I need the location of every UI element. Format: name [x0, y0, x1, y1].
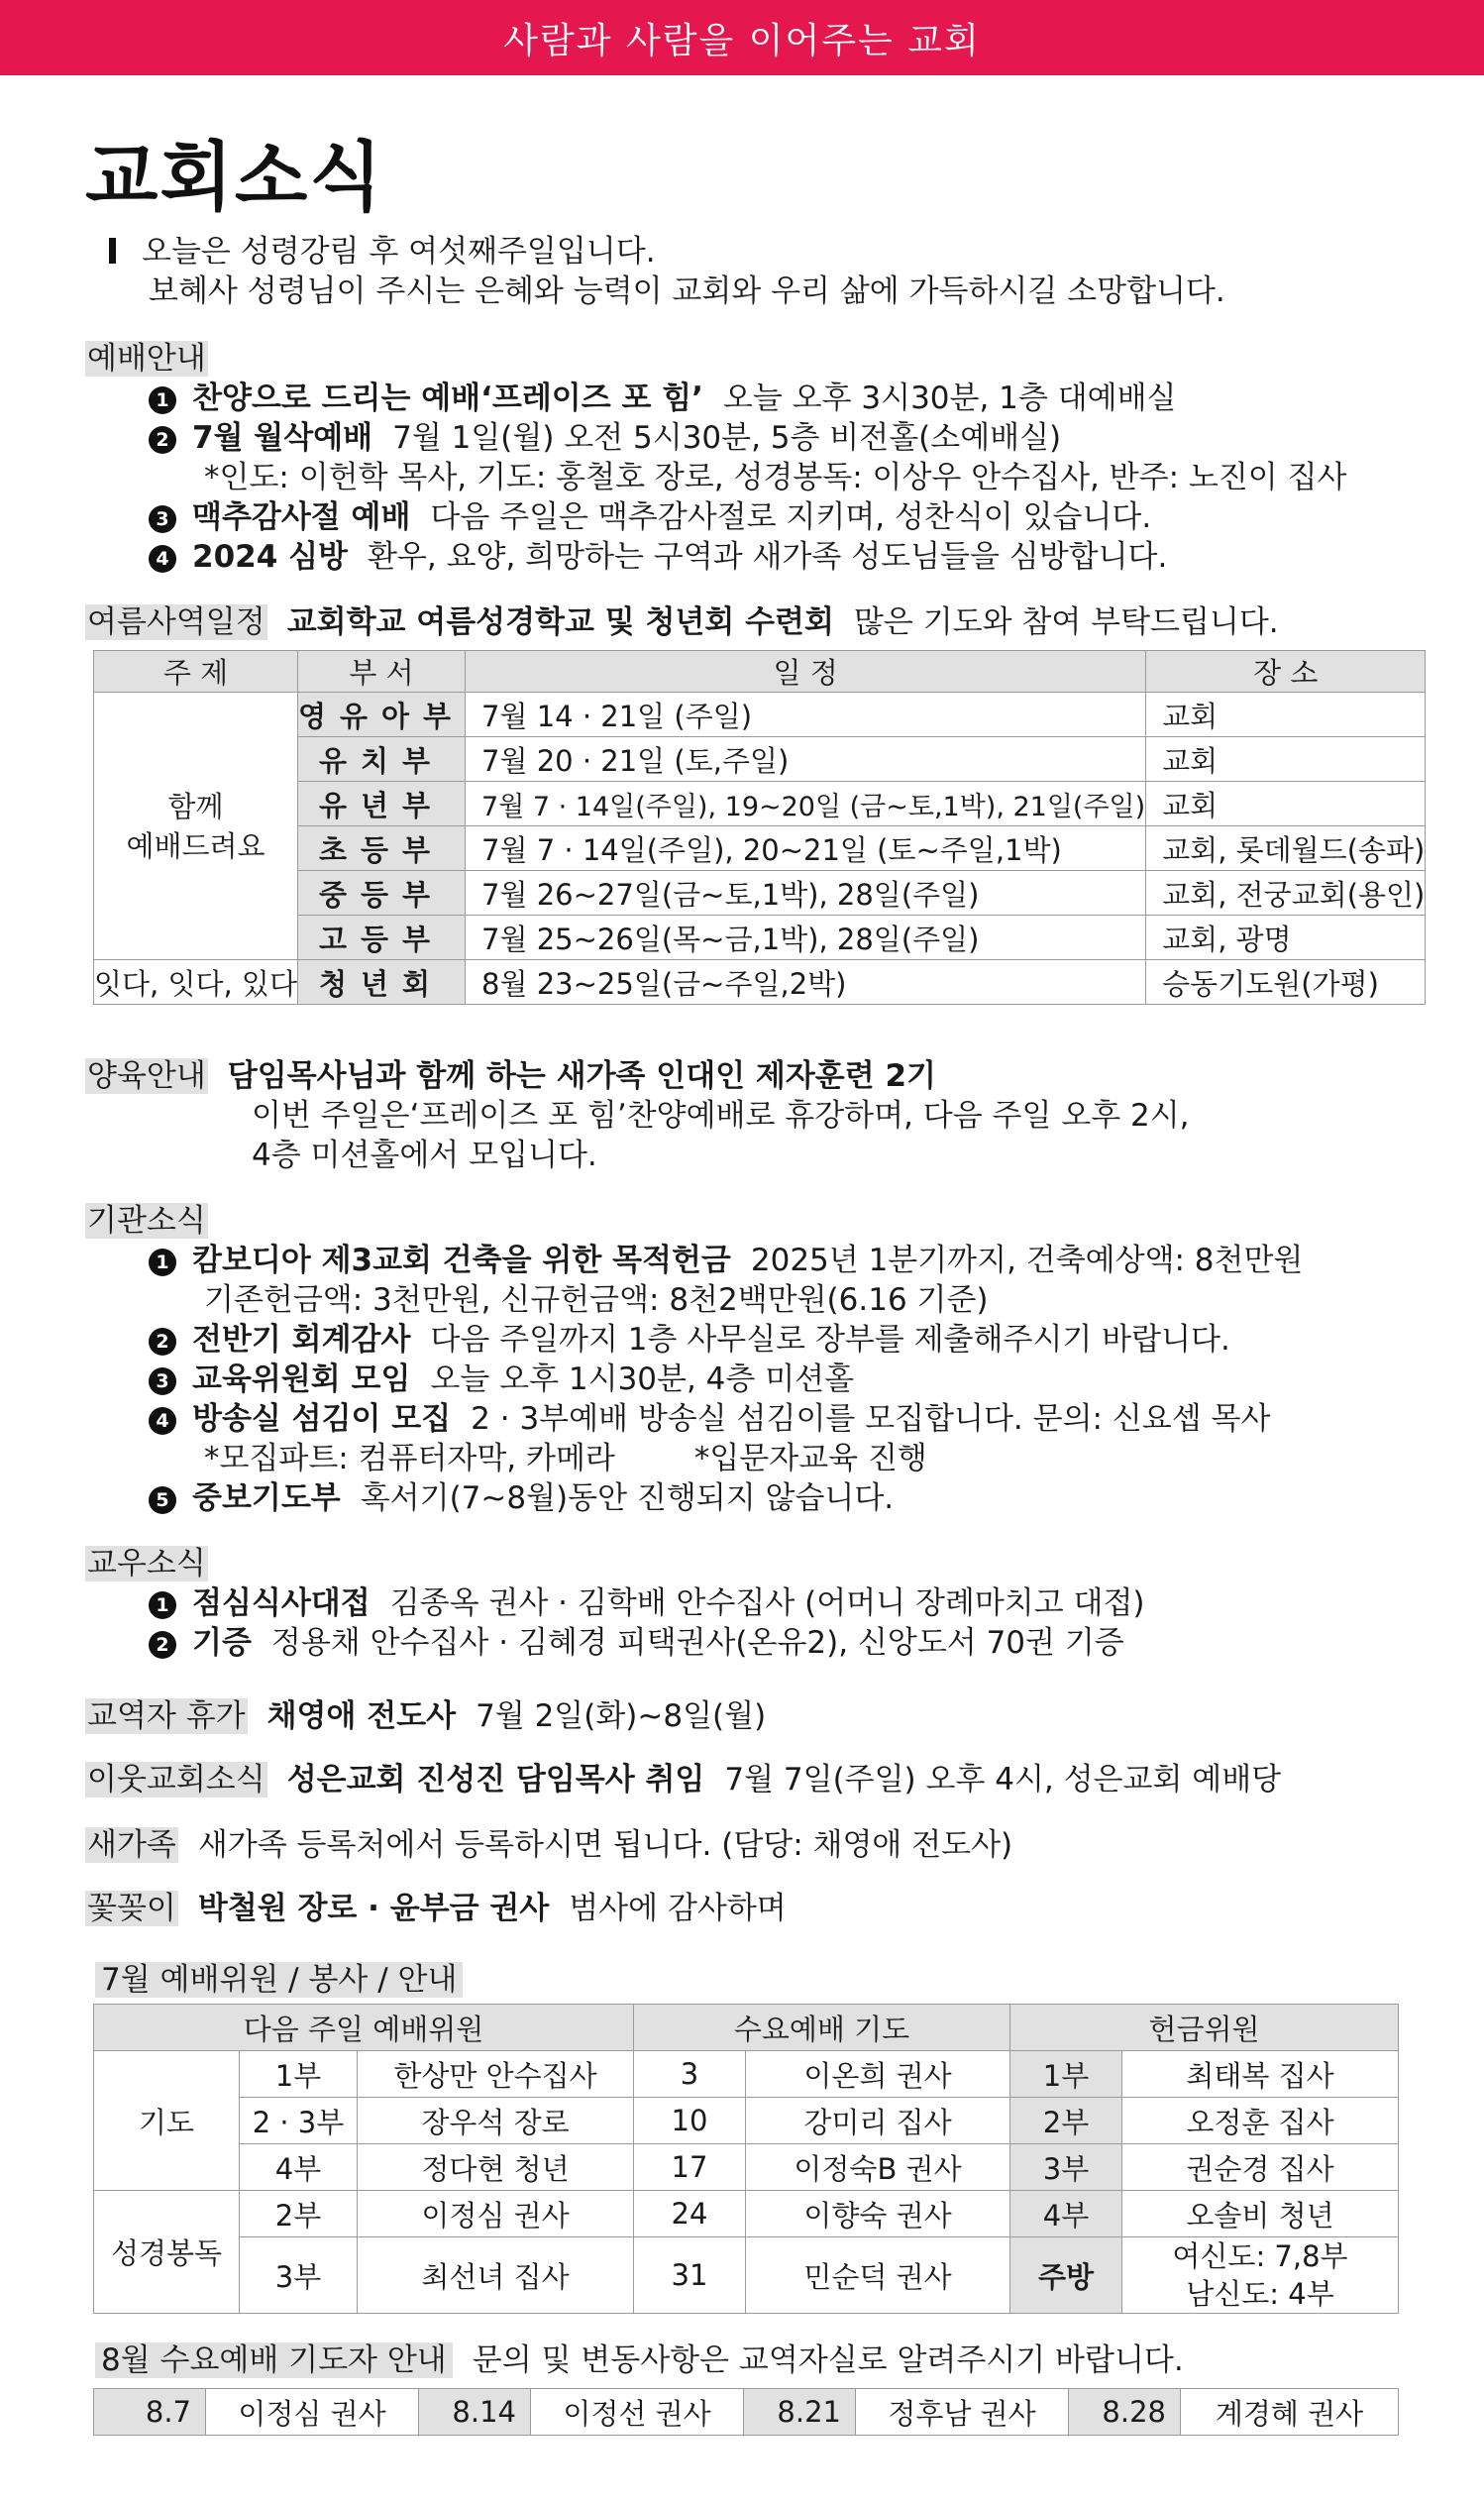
col-place: 장 소	[1146, 651, 1426, 693]
org-item-4-sub: *모집파트: 컴퓨터자막, 카메라 *입문자교육 진행	[204, 1441, 927, 1476]
training-title: 담임목사님과 함께 하는 새가족 인대인 제자훈련 2기	[227, 1058, 936, 1094]
members-section	[85, 1544, 1403, 1663]
summer-section	[85, 602, 1403, 642]
theme-cell: 함께 예배드려요	[94, 693, 298, 960]
worship-section	[85, 339, 1403, 577]
members-header: 교우소식	[87, 1546, 206, 1581]
summer-header: 여름사역일정	[87, 604, 265, 640]
number-5-icon: 5	[149, 1486, 176, 1514]
number-4-icon: 4	[149, 545, 176, 573]
org-item-2: 2 전반기 회계감사 다음 주일까지 1층 사무실로 장부를 제출해주시기 바랍니다.	[85, 1320, 1403, 1360]
org-item-3: 3 교육위원회 모임 오늘 오후 1시30분, 4층 미션홀	[85, 1360, 1403, 1399]
number-2-icon: 2	[149, 1631, 176, 1659]
table-row: 유년부 7월 7 · 14일(주일), 19~20일 (금~토,1박), 21일(주일) 교회	[94, 782, 1426, 826]
flowers-section: 꽃꽂이 박철원 장로 · 윤부금 권사 범사에 감사하며	[87, 1891, 787, 1926]
table-row: 4부 정다현 청년 17 이정숙B 권사 3부 권순경 집사	[94, 2144, 1399, 2191]
july-col-3: 헌금위원	[1010, 2005, 1399, 2051]
summer-table	[93, 650, 1426, 1005]
july-section-title: 7월 예배위원 / 봉사 / 안내	[95, 1960, 1413, 2000]
org-section	[85, 1201, 1403, 1518]
table-row: 함께 예배드려요 영유아부 7월 14 · 21일 (주일) 교회	[94, 693, 1426, 737]
table-row: 유치부 7월 20 · 21일 (토,주일) 교회	[94, 737, 1426, 782]
training-header: 양육안내	[87, 1058, 206, 1094]
training-section	[85, 1056, 1403, 1175]
col-theme: 주 제	[94, 651, 298, 693]
training-line-2: 4층 미션홀에서 모입니다.	[252, 1138, 597, 1173]
neighbor-section: 이웃교회소식 성은교회 진성진 담임목사 취임 7월 7일(주일) 오후 4시, 성은교회 예배당	[87, 1762, 1282, 1797]
org-item-4: 4 방송실 섬김이 모집 2 · 3부예배 방송실 섬김이를 모집합니다. 문의: 신요셉 목사	[85, 1399, 1403, 1439]
org-item-5: 5 중보기도부 혹서기(7~8월)동안 진행되지 않습니다.	[85, 1478, 1403, 1518]
page-title: 교회소식	[85, 133, 384, 221]
worship-item-4: 4 2024 심방 환우, 요양, 희망하는 구역과 새가족 성도님들을 심방합니다.	[85, 537, 1403, 577]
table-row: 기도 1부 한상만 안수집사 3 이온희 권사 1부 최태복 집사	[94, 2051, 1399, 2098]
training-line-1: 이번 주일은‘프레이즈 포 힘’찬양예배로 휴강하며, 다음 주일 오후 2시,	[252, 1098, 1190, 1134]
number-1-icon: 1	[149, 386, 176, 414]
vacation-section: 교역자 휴가 채영애 전도사 7월 2일(화)~8일(월)	[87, 1698, 767, 1734]
prayer-label: 기도	[94, 2051, 240, 2191]
number-1-icon: 1	[149, 1591, 176, 1619]
worship-item-1: 1 찬양으로 드리는 예배‘프레이즈 포 힘’ 오늘 오후 3시30분, 1층 대예배실	[85, 379, 1403, 418]
august-table	[93, 2388, 1399, 2436]
col-date: 일 정	[466, 651, 1146, 693]
intro-line-1: 오늘은 성령강림 후 여섯째주일입니다.	[142, 234, 656, 270]
worship-header: 예배안내	[87, 341, 206, 377]
theme-cell-2: 잇다, 잇다, 있다	[94, 960, 298, 1005]
table-row: 8.7 이정심 권사 8.14 이정선 권사 8.21 정후남 권사 8.28 계경혜 권사	[94, 2389, 1399, 2436]
table-row: 3부 최선녀 집사 31 민순덕 권사 주방 여신도: 7,8부 남신도: 4부	[94, 2237, 1399, 2314]
worship-item-3: 3 맥추감사절 예배 다음 주일은 맥추감사절로 지키며, 성찬식이 있습니다.	[85, 497, 1403, 537]
number-2-icon: 2	[149, 426, 176, 454]
table-row: 초등부 7월 7 · 14일(주일), 20~21일 (토~주일,1박) 교회, 롯데월드(송파)	[94, 826, 1426, 871]
table-row: 고등부 7월 25~26일(목~금,1박), 28일(주일) 교회, 광명	[94, 916, 1426, 960]
number-4-icon: 4	[149, 1407, 176, 1435]
number-1-icon: 1	[149, 1249, 176, 1276]
july-col-1: 다음 주일 예배위원	[94, 2005, 634, 2051]
kitchen-cell: 여신도: 7,8부 남신도: 4부	[1122, 2237, 1399, 2314]
newfamily-section: 새가족 새가족 등록처에서 등록하시면 됩니다. (담당: 채영애 전도사)	[87, 1827, 1013, 1863]
august-section: 8월 수요예배 기도자 안내 문의 및 변동사항은 교역자실로 알려주시기 바랍니다.	[95, 2341, 1413, 2380]
number-3-icon: 3	[149, 1367, 176, 1395]
table-row: 잇다, 잇다, 있다 청년회 8월 23~25일(금~주일,2박) 승동기도원(가평)	[94, 960, 1426, 1005]
bullet-bar-icon	[109, 238, 116, 264]
org-item-1-sub: 기존헌금액: 3천만원, 신규헌금액: 8천2백만원(6.16 기준)	[204, 1282, 989, 1318]
kitchen-label: 주방	[1010, 2237, 1122, 2314]
top-banner: 사람과 사람을 이어주는 교회	[0, 0, 1484, 75]
number-2-icon: 2	[149, 1328, 176, 1356]
intro-block	[85, 232, 1403, 311]
intro-line-2: 보혜사 성령님이 주시는 은혜와 능력이 교회와 우리 삶에 가득하시길 소망합니다.	[149, 273, 1225, 309]
table-row: 중등부 7월 26~27일(금~토,1박), 28일(주일) 교회, 전궁교회(용인)	[94, 871, 1426, 916]
table-row: 성경봉독 2부 이정심 권사 24 이향숙 권사 4부 오솔비 청년	[94, 2191, 1399, 2237]
members-item-2: 2 기증 정용채 안수집사 · 김혜경 피택권사(온유2), 신앙도서 70권 기증	[85, 1623, 1403, 1663]
summer-title: 교회학교 여름성경학교 및 청년회 수련회	[286, 604, 834, 640]
col-dept: 부 서	[297, 651, 465, 693]
table-row: 2 · 3부 장우석 장로 10 강미리 집사 2부 오정훈 집사	[94, 2098, 1399, 2144]
number-3-icon: 3	[149, 505, 176, 533]
july-table	[93, 2004, 1399, 2314]
july-col-2: 수요예배 기도	[634, 2005, 1010, 2051]
worship-note: *인도: 이헌학 목사, 기도: 홍철호 장로, 성경봉독: 이상우 안수집사, 반주: 노진이 집사	[204, 460, 1347, 495]
org-item-1: 1 캄보디아 제3교회 건축을 위한 목적헌금 2025년 1분기까지, 건축예상액: 8천만원	[85, 1241, 1403, 1280]
summer-text: 많은 기도와 참여 부탁드립니다.	[853, 604, 1279, 640]
reading-label: 성경봉독	[94, 2191, 240, 2314]
org-header: 기관소식	[87, 1203, 206, 1239]
members-item-1: 1 점심식사대접 김종옥 권사 · 김학배 안수집사 (어머니 장례마치고 대접)	[85, 1583, 1403, 1623]
worship-item-2: 2 7월 월삭예배 7월 1일(월) 오전 5시30분, 5층 비전홀(소예배실)	[85, 418, 1403, 458]
